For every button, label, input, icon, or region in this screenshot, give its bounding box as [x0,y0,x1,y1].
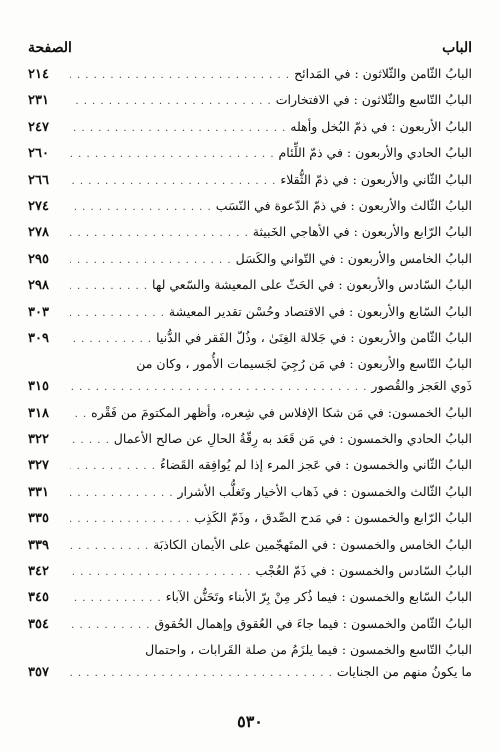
toc-entry-title: البابُ التّاسع والثّلاثون : في الافتخارات [275,92,472,108]
leader-dots [70,461,156,472]
toc-entry-page: ٣٥٤ [28,616,49,632]
toc-entry-title: البابُ السّادس والخمسون : في ذَمّ العُجْب [255,563,472,579]
leader-dots [70,668,333,679]
toc-entry [28,224,472,250]
toc-entry [28,616,472,642]
toc-entry [28,330,472,356]
page-number: ٥٣٠ [237,712,263,731]
leader-dots [70,488,174,499]
leader-dots [70,281,148,292]
toc-entry-title: البابُ الثّاني والأربعون : في ذمّ الثُّقلاء [280,171,472,187]
leader-dots [70,435,110,446]
toc-entry [28,563,472,589]
toc-entry [28,378,472,404]
toc-entry-title: البابُ الثّامن والخمسون : فيما جاءَ في العُقوق وإهمال الحُقوق [154,615,472,631]
toc-entry-page: ٣٠٣ [28,304,49,320]
leader-dots [70,334,152,345]
toc-entry [28,304,472,330]
leader-dots [70,620,150,631]
toc-entry-page: ٢٣١ [28,93,49,109]
toc-entry-title: البابُ التّاسع والأربعون : في مَن رُجِيَ لجَسيمات الأُمور ، وكان من [136,356,472,372]
toc-entry-title: البابُ السّابع والأربعون : في الاقتصاد وحُسْن تقدير المعيشة [168,303,472,319]
toc-entry-title: البابُ الثّامن والثّلاثون : في المَدائح [294,66,472,81]
toc-entry-title: البابُ التّاسع والخمسون : فيما يلزَمُ من صلة القَرابات ، واحتمال [145,642,472,658]
toc-entry-title: البابُ الثّامن والأربعون : في جَلالة الغِنَىٰ ، وذُلّ الفَقر في الدُّنيا [156,329,472,345]
toc-entry-page: ٣٣١ [28,484,49,500]
toc-entry-page: ٣٣٥ [28,511,49,527]
toc-entry-title: البابُ الحادي والخمسون : في مَن قَعَد به رِقّةُ الحالِ عن صالح الأعمال [113,431,472,447]
toc-entry-page: ٣٢٧ [28,458,49,474]
leader-dots [70,409,87,420]
toc-entry-title: البابُ السّابع والخمسون : فيما ذُكر مِنْ بِرّ الأبناء وتَحَنُّن الآباء [165,589,472,605]
leader-dots [70,202,212,213]
toc-entry-page: ٣٣٩ [28,537,49,553]
leader-dots [70,541,149,552]
toc-entry-title: البابُ الرّابع والخمسون : في مَدح الصِّدق ، وذَمّ الكَذِب [194,510,472,526]
leader-dots [70,514,190,525]
toc-entry-page: ٣٠٩ [28,330,49,346]
toc-entry [28,664,472,690]
toc-entry [28,198,472,224]
toc-entry [28,484,472,510]
leader-dots [70,567,251,578]
toc-entry-page: ٢٧٨ [28,225,49,241]
leader-dots [70,308,165,319]
toc-entry-page: ٢٧٤ [28,198,49,214]
leader-dots [70,255,232,266]
leader-dots [70,149,275,160]
toc-entry-title: البابُ الخامس والأربعون : في التّواني والكَسَل [235,250,472,266]
chapter-column-label: الباب [442,40,472,56]
toc-entry-page: ٣٢٢ [28,432,49,448]
toc-entry-title: البابُ الأربعون : في ذمّ البُخل وأهله [290,118,472,134]
toc-entry-page: ٢٦٠ [28,146,49,162]
toc-entry-title: البابُ السّادس والأربعون : في الحَثّ على المعيشة والسّعي لها [152,277,472,293]
toc-entry [28,431,472,457]
toc-entry-page: ٢٦٦ [28,172,49,188]
toc-entry-page: ٢١٤ [28,67,49,82]
toc-entry-title: البابُ الخمسون: في مَن شكا الإفلاس في شِعره، وأظهر المكتومَ من فَقْره [91,404,472,420]
toc-entry [28,537,472,563]
toc-entry [28,145,472,171]
toc-entry [28,66,472,92]
toc-entry-title: ما يكونُ منهم من الجنايات [336,664,472,680]
leader-dots [70,382,367,393]
toc-entry [28,457,472,483]
toc-entry-page: ٢٩٨ [28,278,49,294]
toc-entry-title: البابُ الثّالث والأربعون : في ذمّ الدّعوة في النّسَب [215,197,472,213]
toc-entry-page: ٣٤٥ [28,590,49,606]
leader-dots [70,96,272,107]
leader-dots [70,228,249,239]
leader-dots [70,70,290,81]
toc-entry [28,92,472,118]
toc-entry [28,251,472,277]
toc-header [28,40,472,62]
toc-entry-page: ٣١٨ [28,405,49,421]
page-column-label: الصفحة [28,40,72,56]
toc-entry [28,589,472,615]
toc-entry-page: ٢٩٥ [28,251,49,267]
toc-entry-title: البابُ الثّالث والخمسون : في ذَهاب الأخيار وتَغلُّب الأشرار [177,483,472,499]
toc-entry-title: البابُ الثّاني والخمسون : في عَجز المرء إذا لم يُوافِقه القَضاءُ [159,457,472,473]
toc-entry [28,119,472,145]
toc-entry [28,277,472,303]
toc-entry-line [28,642,472,664]
toc-entry-title: البابُ الرّابع والأربعون : في الأهاجي الخَبيثة [252,224,472,240]
toc-entry [28,405,472,431]
table-of-contents [28,66,472,691]
leader-dots [70,176,276,187]
toc-entry-page: ٢٤٧ [28,119,49,135]
toc-entry [28,172,472,198]
toc-entry-page: ٣٥٧ [28,665,49,681]
toc-entry-page: ٣١٥ [28,379,49,395]
toc-entry-title: البابُ الحادي والأربعون : في ذمّ اللِّئام [278,145,472,161]
toc-entry-title: ذَوي العَجز والقُصور [371,378,472,394]
leader-dots [70,593,162,604]
toc-entry [28,510,472,536]
toc-entry-line [28,356,472,378]
toc-entry-title: البابُ الخامس والخمسون : في المتَهجّمين على الأيمان الكاذبَة [153,536,472,552]
leader-dots [70,123,286,134]
toc-entry-page: ٣٤٢ [28,564,49,580]
